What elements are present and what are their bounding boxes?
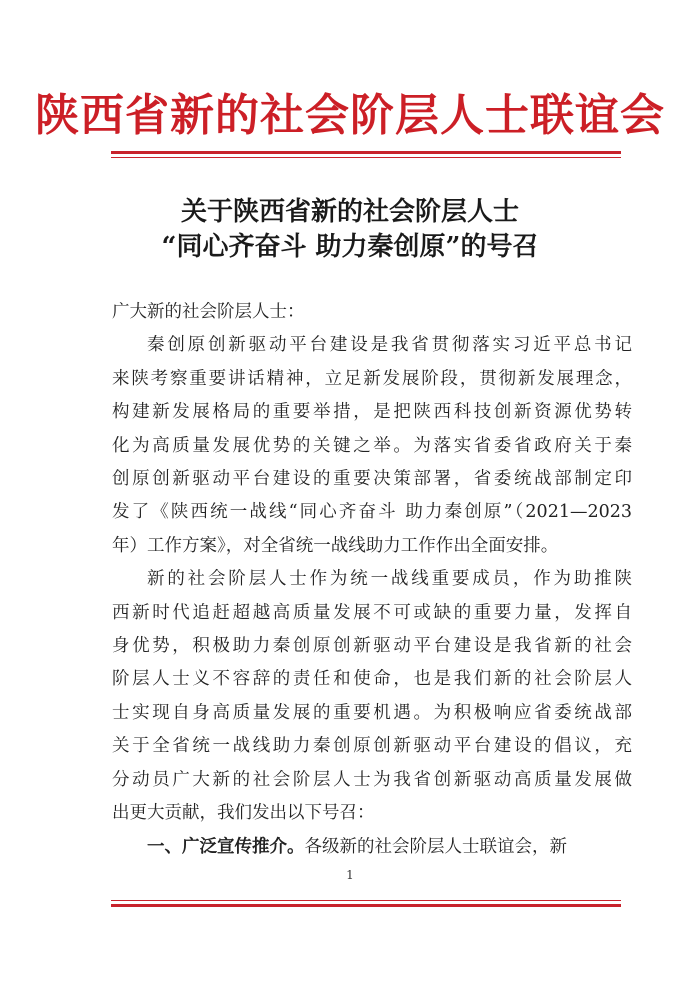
paragraph-1-line-6: 发了《陕西统一战线“同心齐奋斗 助力秦创原”（2021—2023	[112, 502, 632, 523]
paragraph-1-line-3: 构建新发展格局的重要举措，是把陕西科技创新资源优势转	[112, 402, 632, 423]
section-1-text: 各级新的社会阶层人士联谊会，新	[304, 836, 567, 857]
paragraph-1-line-7: 年）工作方案》，对全省统一战线助力工作作出全面安排。	[112, 535, 559, 556]
paragraph-2-line-2: 西新时代追赶超越高质量发展不可或缺的重要力量，发挥自	[112, 602, 632, 623]
salutation: 广大新的社会阶层人士：	[112, 302, 305, 322]
section-1-heading: 一、广泛宣传推介。	[147, 836, 305, 857]
document-title-line1: 关于陕西省新的社会阶层人士	[180, 197, 519, 227]
paragraph-2-line-5: 士实现自身高质量发展的重要机遇。为积极响应省委统战部	[112, 702, 632, 723]
section-1	[112, 831, 632, 864]
paragraph-2-line-1: 新的社会阶层人士作为统一战线重要成员，作为助推陕	[147, 569, 632, 590]
document-body	[112, 296, 632, 864]
letterhead-rule-thin	[111, 157, 621, 158]
letterhead-title: 陕西省新的社会阶层人士联谊会	[35, 90, 665, 141]
paragraph-2-line-7: 分动员广大新的社会阶层人士为我省创新驱动高质量发展做	[112, 769, 632, 790]
page-number: 1	[346, 868, 354, 882]
paragraph-2-line-3: 身优势，积极助力秦创原创新驱动平台建设是我省新的社会	[112, 636, 632, 657]
paragraph-1-line-2: 来陕考察重要讲话精神，立足新发展阶段，贯彻新发展理念，	[112, 368, 632, 389]
paragraph-2-line-8: 出更大贡献，我们发出以下号召：	[112, 803, 375, 824]
paragraph-1-line-5: 创原创新驱动平台建设的重要决策部署，省委统战部制定印	[112, 469, 632, 490]
paragraph-1-line-4: 化为高质量发展优势的关键之举。为落实省委省政府关于秦	[112, 435, 632, 456]
letterhead-rule-thick	[111, 151, 621, 154]
document-title-line2: “同心齐奋斗 助力秦创原”的号召	[161, 232, 539, 262]
footer-rule-thick	[111, 904, 621, 907]
footer-rule-thin	[111, 900, 621, 901]
paragraph-2-line-4: 阶层人士义不容辞的责任和使命，也是我们新的社会阶层人	[112, 669, 632, 690]
paragraph-1-line-1: 秦创原创新驱动平台建设是我省贯彻落实习近平总书记	[147, 335, 632, 356]
paragraph-2-line-6: 关于全省统一战线助力秦创原创新驱动平台建设的倡议，充	[112, 736, 632, 757]
